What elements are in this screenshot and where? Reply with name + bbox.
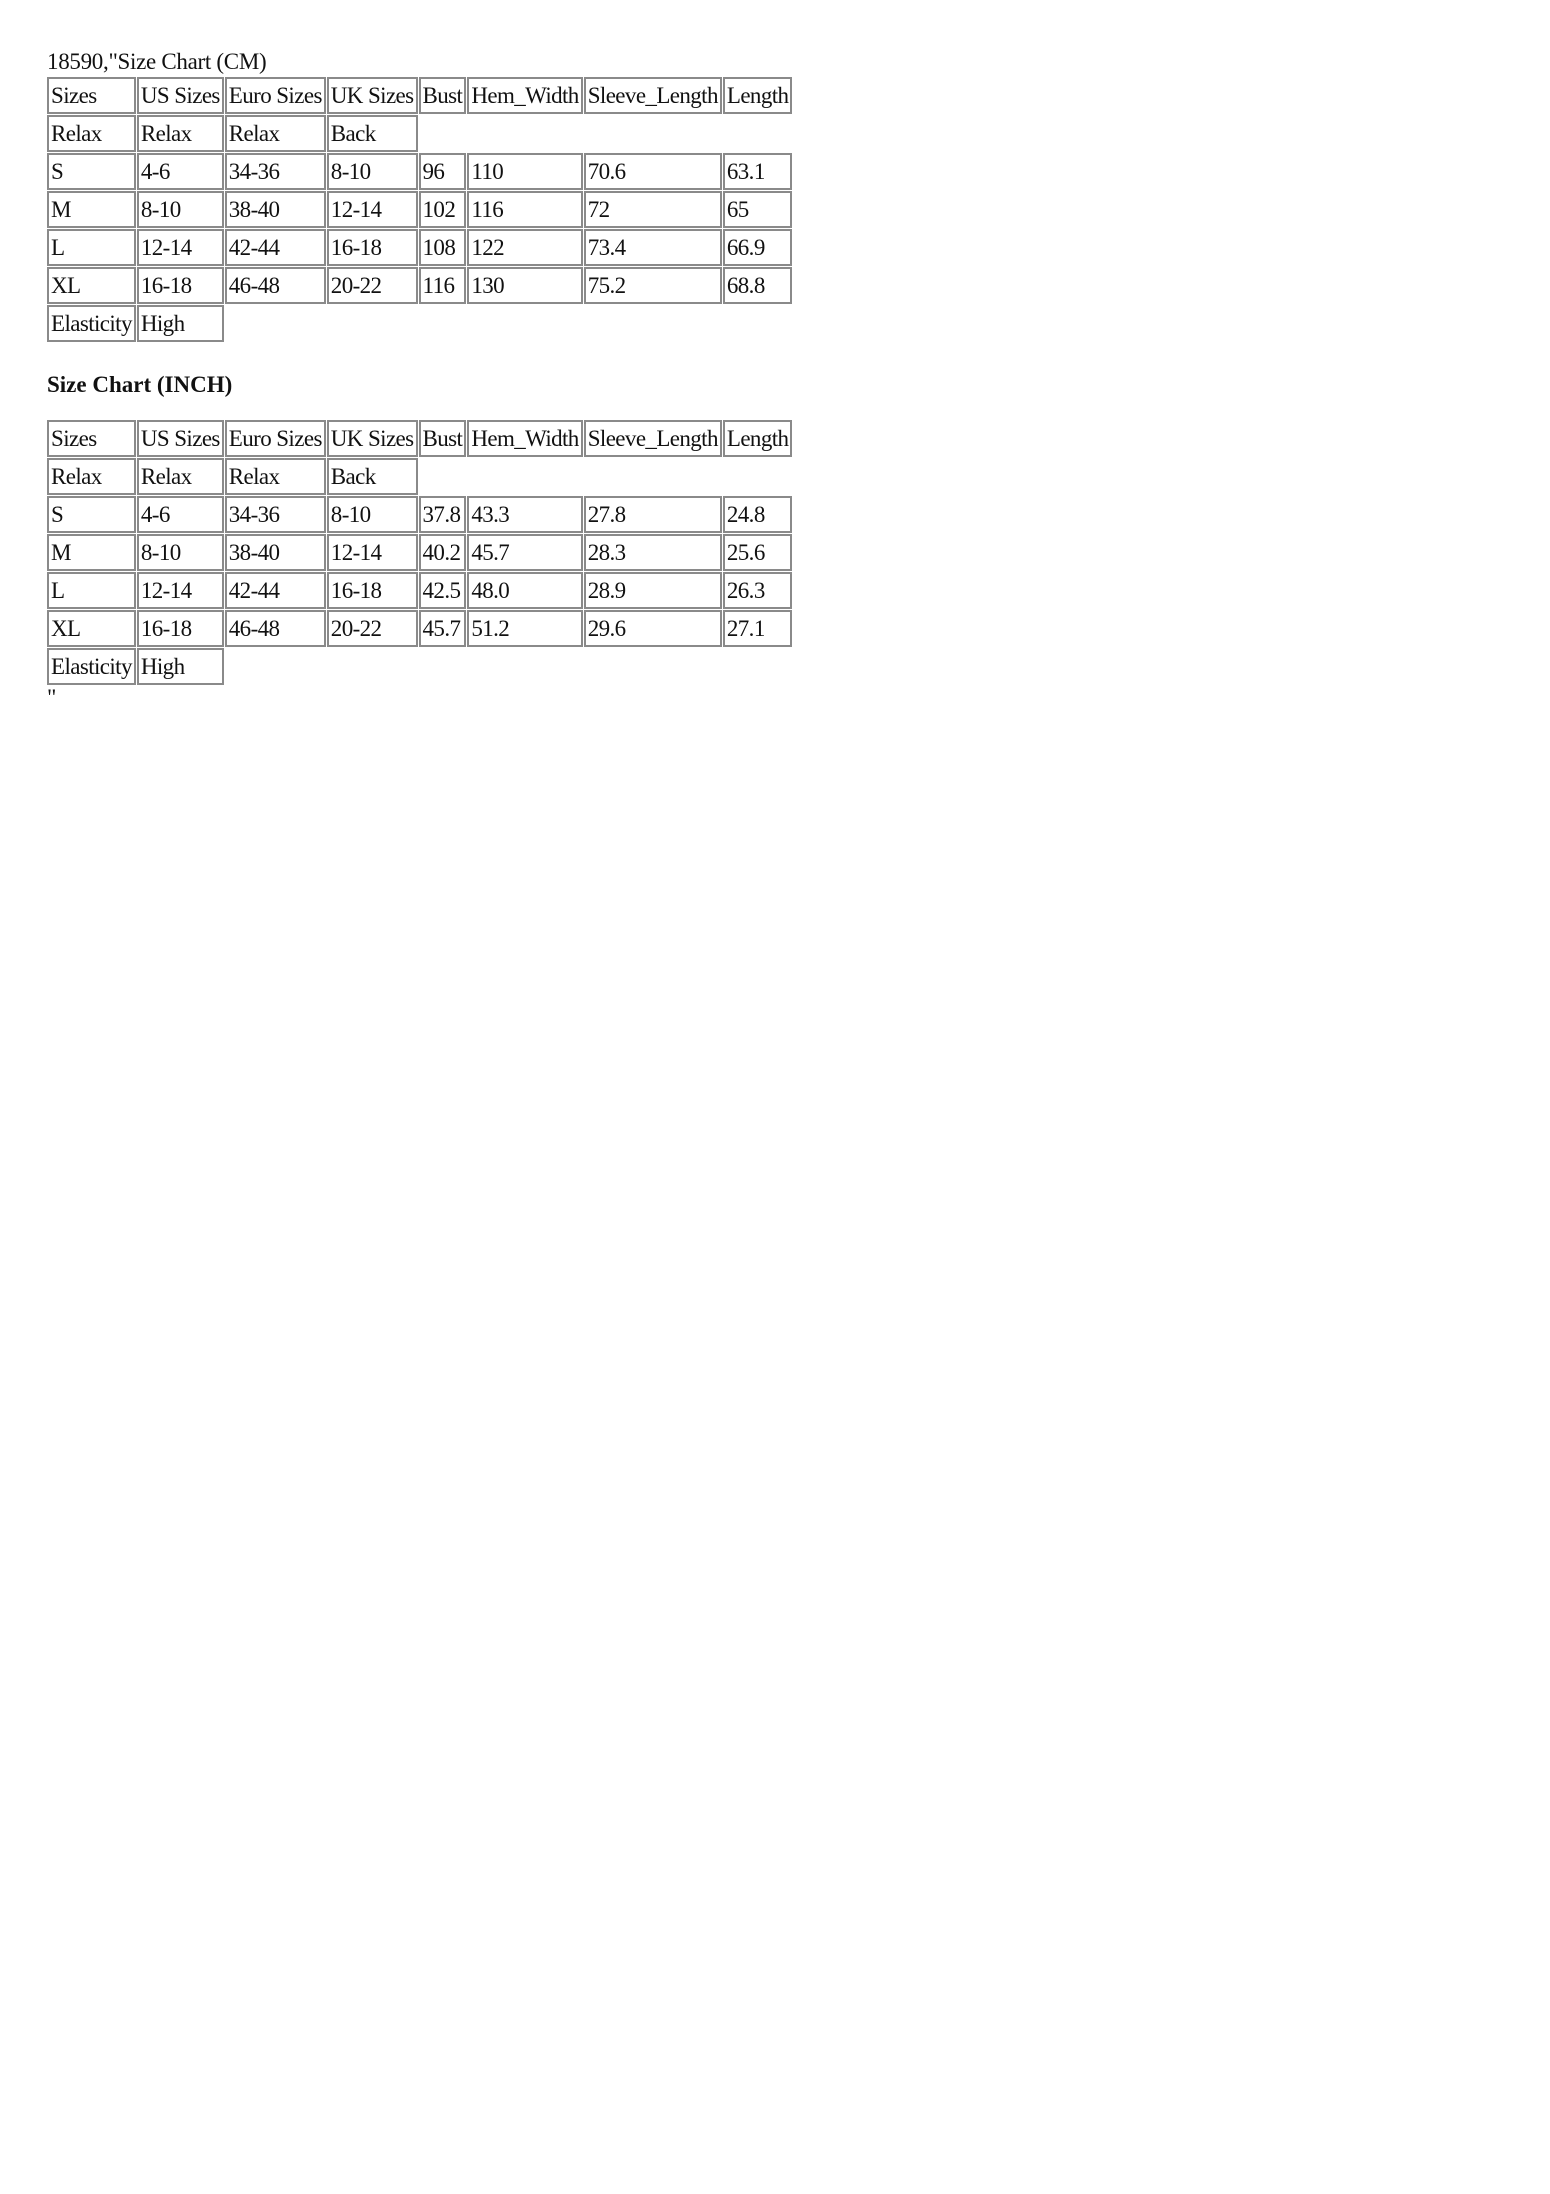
table-cell: 4-6 [137, 153, 224, 190]
cm-size-table [46, 76, 793, 343]
inch-size-table [46, 419, 793, 686]
relax-row [47, 458, 792, 495]
table-cell: Back [327, 115, 418, 152]
table-row [47, 229, 792, 266]
table-cell: 122 [467, 229, 582, 266]
table-cell: 43.3 [467, 496, 582, 533]
table-cell: 130 [467, 267, 582, 304]
table-cell: 108 [419, 229, 467, 266]
table-cell: 16-18 [137, 267, 224, 304]
table-cell: 20-22 [327, 267, 418, 304]
table-cell: High [137, 305, 224, 342]
header-cell: Bust [419, 420, 467, 457]
table-row [47, 496, 792, 533]
relax-row [47, 115, 792, 152]
table-row [47, 572, 792, 609]
table-cell: Relax [47, 458, 136, 495]
table-cell: 45.7 [467, 534, 582, 571]
table-cell: 8-10 [327, 496, 418, 533]
table-row [47, 191, 792, 228]
header-cell: Length [723, 420, 793, 457]
table-cell: 66.9 [723, 229, 793, 266]
table-cell: 28.9 [584, 572, 722, 609]
table-cell: 16-18 [327, 229, 418, 266]
table-cell: 27.8 [584, 496, 722, 533]
header-cell: Hem_Width [467, 420, 582, 457]
table-row [47, 267, 792, 304]
table-cell: 28.3 [584, 534, 722, 571]
inch-chart-heading: Size Chart (INCH) [47, 372, 233, 397]
table-cell: 20-22 [327, 610, 418, 647]
table-cell: 34-36 [225, 153, 326, 190]
table-cell: 110 [467, 153, 582, 190]
table-cell: 45.7 [419, 610, 467, 647]
header-cell: Sleeve_Length [584, 77, 722, 114]
table-cell: M [47, 191, 136, 228]
table-cell: Relax [137, 458, 224, 495]
table-cell: 73.4 [584, 229, 722, 266]
table-cell: 42.5 [419, 572, 467, 609]
table-cell: Relax [225, 458, 326, 495]
table-cell: 26.3 [723, 572, 793, 609]
header-cell: UK Sizes [327, 420, 418, 457]
table-cell: 8-10 [137, 191, 224, 228]
table-cell: 12-14 [137, 572, 224, 609]
header-cell: Hem_Width [467, 77, 582, 114]
header-cell: Sleeve_Length [584, 420, 722, 457]
header-cell: Euro Sizes [225, 77, 326, 114]
document-page [47, 48, 947, 710]
header-cell: US Sizes [137, 420, 224, 457]
table-cell: XL [47, 267, 136, 304]
table-cell: Back [327, 458, 418, 495]
table-cell: L [47, 229, 136, 266]
table-cell: 37.8 [419, 496, 467, 533]
table-cell: S [47, 496, 136, 533]
elasticity-row [47, 305, 792, 342]
table-cell: 16-18 [327, 572, 418, 609]
table-cell: 51.2 [467, 610, 582, 647]
table-cell: M [47, 534, 136, 571]
table-cell: 72 [584, 191, 722, 228]
header-cell: Euro Sizes [225, 420, 326, 457]
table-cell: 96 [419, 153, 467, 190]
table-cell: Relax [47, 115, 136, 152]
table-header-row [47, 77, 792, 114]
table-cell: 63.1 [723, 153, 793, 190]
header-cell: Sizes [47, 77, 136, 114]
table-cell: 116 [419, 267, 467, 304]
table-cell: 8-10 [137, 534, 224, 571]
header-cell: Length [723, 77, 793, 114]
table-cell: 12-14 [327, 534, 418, 571]
closing-quote: " [47, 685, 57, 710]
table-cell: High [137, 648, 224, 685]
table-cell: 4-6 [137, 496, 224, 533]
table-cell: XL [47, 610, 136, 647]
table-cell: Elasticity [47, 305, 136, 342]
table-cell: 24.8 [723, 496, 793, 533]
table-cell: 27.1 [723, 610, 793, 647]
table-cell: Elasticity [47, 648, 136, 685]
table-cell: Relax [225, 115, 326, 152]
table-header-row [47, 420, 792, 457]
table-cell: Relax [137, 115, 224, 152]
table-cell: 38-40 [225, 534, 326, 571]
table-row [47, 534, 792, 571]
header-cell: UK Sizes [327, 77, 418, 114]
table-cell: 42-44 [225, 229, 326, 266]
table-cell: 38-40 [225, 191, 326, 228]
table-cell: 48.0 [467, 572, 582, 609]
header-cell: US Sizes [137, 77, 224, 114]
table-cell: 68.8 [723, 267, 793, 304]
table-cell: 12-14 [327, 191, 418, 228]
table-cell: 42-44 [225, 572, 326, 609]
table-cell: 46-48 [225, 610, 326, 647]
elasticity-row [47, 648, 792, 685]
table-cell: 40.2 [419, 534, 467, 571]
table-cell: 34-36 [225, 496, 326, 533]
table-cell: 29.6 [584, 610, 722, 647]
table-cell: S [47, 153, 136, 190]
table-cell: 16-18 [137, 610, 224, 647]
table-cell: 70.6 [584, 153, 722, 190]
cm-chart-heading: 18590,"Size Chart (CM) [47, 49, 267, 74]
table-cell: 65 [723, 191, 793, 228]
table-cell: 46-48 [225, 267, 326, 304]
table-row [47, 153, 792, 190]
header-cell: Bust [419, 77, 467, 114]
table-cell: 12-14 [137, 229, 224, 266]
table-cell: 116 [467, 191, 582, 228]
header-cell: Sizes [47, 420, 136, 457]
table-cell: L [47, 572, 136, 609]
table-cell: 25.6 [723, 534, 793, 571]
table-row [47, 610, 792, 647]
table-cell: 102 [419, 191, 467, 228]
table-cell: 75.2 [584, 267, 722, 304]
table-cell: 8-10 [327, 153, 418, 190]
